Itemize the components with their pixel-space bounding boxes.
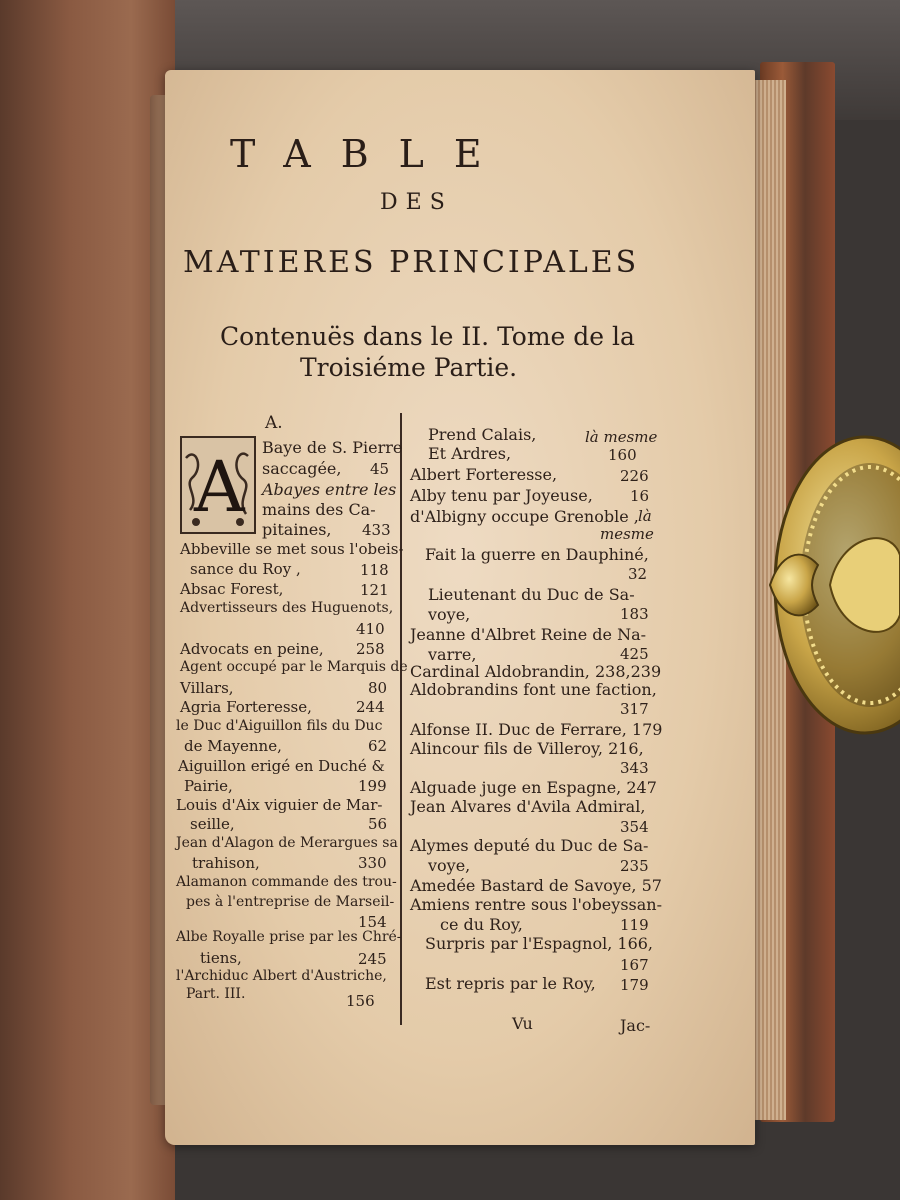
page-number: 425 bbox=[620, 645, 649, 663]
list-item: Absac Forest, bbox=[180, 580, 284, 598]
list-item: d'Albigny occupe Grenoble , bbox=[410, 507, 639, 526]
page-number: 119 bbox=[620, 916, 649, 934]
brass-clasp-icon bbox=[760, 435, 900, 740]
page-number: 80 bbox=[368, 679, 388, 697]
page-number: 118 bbox=[360, 561, 389, 579]
page-number: 179 bbox=[620, 976, 649, 994]
list-item: voye, bbox=[428, 856, 471, 875]
dropcap-ornament bbox=[180, 436, 256, 534]
list-item: Advocats en peine, bbox=[180, 640, 324, 658]
subtitle-matieres: MATIERES PRINCIPALES bbox=[183, 245, 640, 280]
page-number: 121 bbox=[360, 581, 389, 599]
page-number: 199 bbox=[358, 777, 387, 795]
list-item: Villars, bbox=[180, 679, 234, 697]
list-item: seille, bbox=[190, 815, 235, 833]
list-item: Louis d'Aix viguier de Mar- bbox=[176, 796, 383, 814]
page-number: 160 bbox=[608, 446, 637, 464]
list-item: Pairie, bbox=[184, 777, 233, 795]
list-item: Agent occupé par le Marquis de bbox=[180, 659, 408, 675]
subtitle-contenues: Contenuës dans le II. Tome de la bbox=[220, 322, 635, 351]
list-item: sance du Roy , bbox=[190, 560, 301, 578]
list-item: Amiens rentre sous l'obeyssan- bbox=[410, 895, 662, 914]
list-item: Jean Alvares d'Avila Admiral, bbox=[410, 797, 646, 816]
list-item: Surpris par l'Espagnol, 166, bbox=[425, 934, 654, 953]
list-item: Alymes deputé du Duc de Sa- bbox=[410, 836, 649, 855]
list-item: Aldobrandins font une faction, bbox=[410, 680, 657, 699]
page-title: TABLE bbox=[230, 132, 512, 176]
list-item: Baye de S. Pierre bbox=[262, 438, 403, 457]
side-note: mesme bbox=[600, 525, 654, 543]
page-number: 245 bbox=[358, 950, 387, 968]
page-number: 56 bbox=[368, 815, 388, 833]
list-item: saccagée, bbox=[262, 459, 342, 478]
dropcap-letter: A bbox=[194, 446, 245, 528]
page-number: 258 bbox=[356, 640, 385, 658]
list-item: pitaines, bbox=[262, 520, 332, 539]
page-number: 156 bbox=[346, 992, 375, 1010]
list-item: Jean d'Alagon de Merargues sa bbox=[176, 835, 398, 851]
page-number: 235 bbox=[620, 857, 649, 875]
list-item: Alincour fils de Villeroy, 216, bbox=[410, 739, 644, 758]
list-item: Alamanon commande des trou- bbox=[176, 874, 397, 890]
list-item: le Duc d'Aiguillon fils du Duc bbox=[176, 718, 383, 734]
list-item: Aiguillon erigé en Duché & bbox=[178, 757, 385, 775]
page-number: 183 bbox=[620, 605, 649, 623]
page-number: 317 bbox=[620, 700, 649, 718]
list-item: Abayes entre les bbox=[262, 480, 397, 499]
page-number: 45 bbox=[370, 460, 390, 478]
list-item: Amedée Bastard de Savoye, 57 bbox=[410, 876, 662, 895]
list-item: Alfonse II. Duc de Ferrare, 179 bbox=[410, 720, 663, 739]
list-item: Est repris par le Roy, bbox=[425, 974, 596, 993]
list-item: pes à l'entreprise de Marseil- bbox=[186, 894, 395, 910]
list-item: Advertisseurs des Huguenots, bbox=[180, 600, 394, 616]
signature-mark: Part. III. bbox=[186, 986, 246, 1002]
list-item: Lieutenant du Duc de Sa- bbox=[428, 585, 635, 604]
list-item: varre, bbox=[428, 645, 477, 664]
subtitle-des: DES bbox=[380, 190, 453, 215]
list-item: ce du Roy, bbox=[440, 915, 523, 934]
page-number: 154 bbox=[358, 913, 387, 931]
list-item: Albe Royalle prise par les Chré- bbox=[176, 929, 402, 945]
list-item: trahison, bbox=[192, 854, 260, 872]
list-item: Agria Forteresse, bbox=[180, 698, 312, 716]
page-number: 32 bbox=[628, 565, 648, 583]
list-item: Prend Calais, bbox=[428, 425, 537, 444]
side-note: là mesme bbox=[585, 428, 658, 446]
page-number: 330 bbox=[358, 854, 387, 872]
list-item: voye, bbox=[428, 605, 471, 624]
page-number: 16 bbox=[630, 487, 650, 505]
page-number: 433 bbox=[362, 521, 391, 539]
list-item: Alguade juge en Espagne, 247 bbox=[410, 778, 657, 797]
side-note: là bbox=[638, 507, 652, 525]
signature-letter: Vu bbox=[512, 1014, 533, 1033]
list-item: Fait la guerre en Dauphiné, bbox=[425, 545, 649, 564]
left-cover-board bbox=[0, 0, 175, 1200]
section-letter: A. bbox=[265, 413, 283, 433]
list-item: Cardinal Aldobrandin, 238,239 bbox=[410, 662, 662, 681]
page-number: 343 bbox=[620, 759, 649, 777]
catchword: Jac- bbox=[620, 1016, 651, 1035]
list-item: mains des Ca- bbox=[262, 500, 376, 519]
page-number: 244 bbox=[356, 698, 385, 716]
list-item: Alby tenu par Joyeuse, bbox=[410, 486, 593, 505]
list-item: Jeanne d'Albret Reine de Na- bbox=[410, 625, 647, 644]
list-item: tiens, bbox=[200, 949, 242, 967]
page-number: 410 bbox=[356, 620, 385, 638]
list-item: Et Ardres, bbox=[428, 444, 512, 463]
page-number: 62 bbox=[368, 737, 388, 755]
list-item: Abbeville se met sous l'obeis- bbox=[180, 540, 404, 558]
subtitle-troisieme: Troisiéme Partie. bbox=[300, 353, 518, 382]
page-number: 354 bbox=[620, 818, 649, 836]
list-item: l'Archiduc Albert d'Austriche, bbox=[176, 968, 387, 984]
list-item: de Mayenne, bbox=[184, 737, 282, 755]
list-item: Albert Forteresse, bbox=[410, 465, 558, 484]
page-number: 226 bbox=[620, 467, 649, 485]
page-number: 167 bbox=[620, 956, 649, 974]
